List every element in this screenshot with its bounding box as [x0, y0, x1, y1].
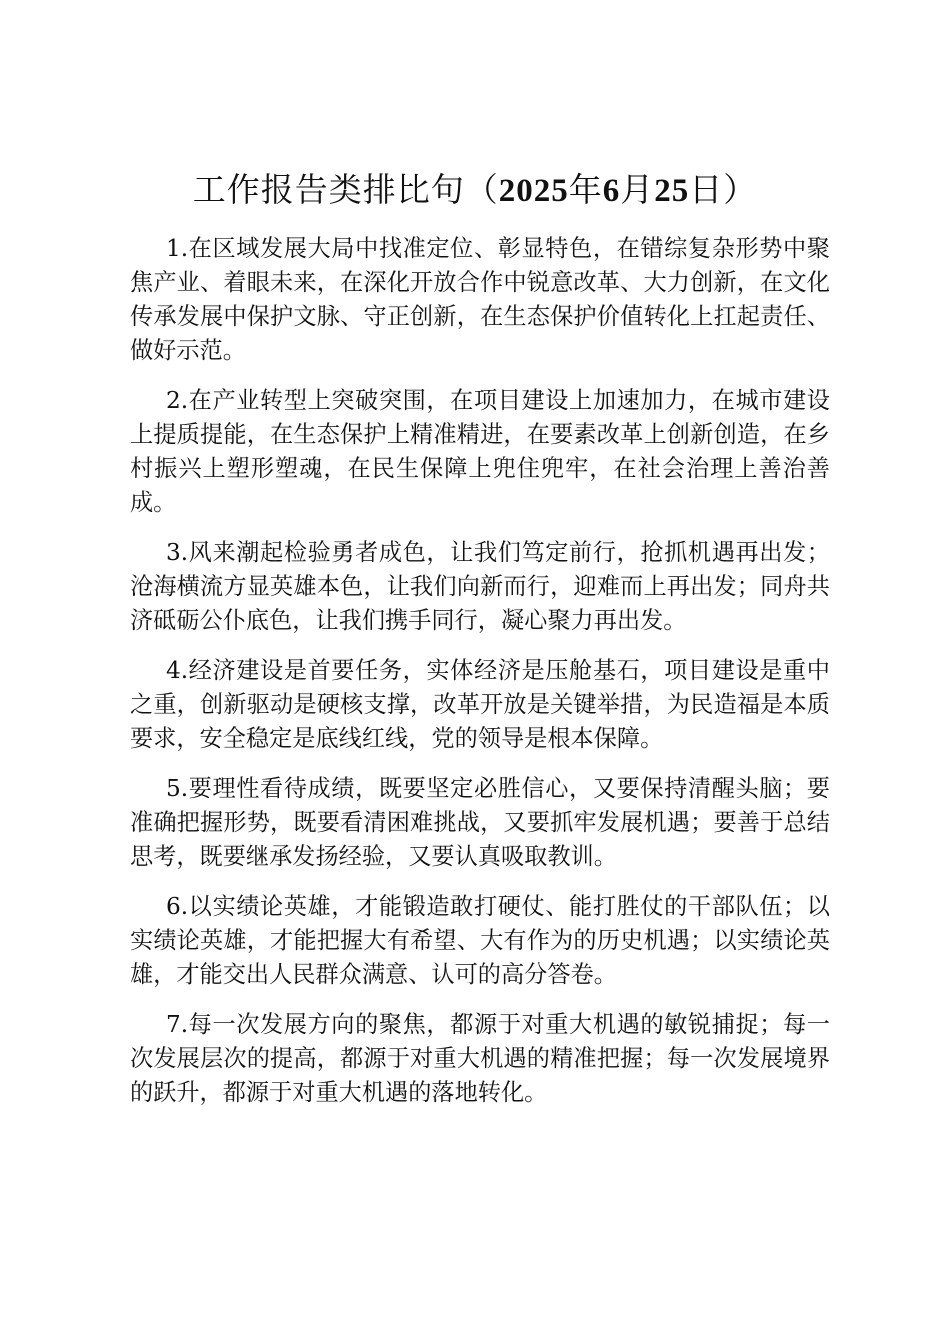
paragraph-3: 3.风来潮起检验勇者成色，让我们笃定前行，抢抓机遇再出发；沧海横流方显英雄本色，让我们向新而行，迎难而上再出发；同舟共济砥砺公仆底色，让我们携手同行，凝心聚力再出发。 — [130, 539, 830, 634]
title-month: 6 — [602, 173, 621, 209]
document-title — [100, 168, 850, 213]
paragraph-2: 2.在产业转型上突破突围，在项目建设上加速加力，在城市建设上提质提能，在生态保护上精准精进，在要素改革上创新创造，在乡村振兴上塑形塑魂，在民生保障上兜住兜牢，在社会治理上善治善成。 — [130, 387, 830, 516]
title-month-suffix: 月 — [620, 170, 655, 209]
title-day-suffix: 日） — [689, 170, 758, 209]
paragraph-7: 7.每一次发展方向的聚焦，都源于对重大机遇的敏锐捕捉；每一次发展层次的提高，都源于对重大机遇的精准把握；每一次发展境界的跃升，都源于对重大机遇的落地转化。 — [130, 1011, 830, 1106]
paragraph-5: 5.要理性看待成绩，既要坚定必胜信心，又要保持清醒头脑；要准确把握形势，既要看清困难挑战，又要抓牢发展机遇；要善于总结思考，既要继承发扬经验，又要认真吸取教训。 — [130, 775, 830, 870]
document-body — [130, 232, 830, 1126]
title-text: 工作报告类排比句（ — [192, 170, 499, 209]
title-year: 2025 — [498, 173, 569, 209]
paragraph-1: 1.在区域发展大局中找准定位、彰显特色，在错综复杂形势中聚焦产业、着眼未来，在深化开放合作中锐意改革、大力创新，在文化传承发展中保护文脉、守正创新，在生态保护价值转化上扛起责任、做好示范。 — [130, 235, 830, 364]
paragraph-4: 4.经济建设是首要任务，实体经济是压舱基石，项目建设是重中之重，创新驱动是硬核支撑，改革开放是关键举措，为民造福是本质要求，安全稳定是底线红线，党的领导是根本保障。 — [130, 657, 830, 752]
title-day: 25 — [654, 173, 690, 209]
title-year-suffix: 年 — [568, 170, 603, 209]
paragraph-6: 6.以实绩论英雄，才能锻造敢打硬仗、能打胜仗的干部队伍；以实绩论英雄，才能把握大有希望、大有作为的历史机遇；以实绩论英雄，才能交出人民群众满意、认可的高分答卷。 — [130, 893, 830, 988]
